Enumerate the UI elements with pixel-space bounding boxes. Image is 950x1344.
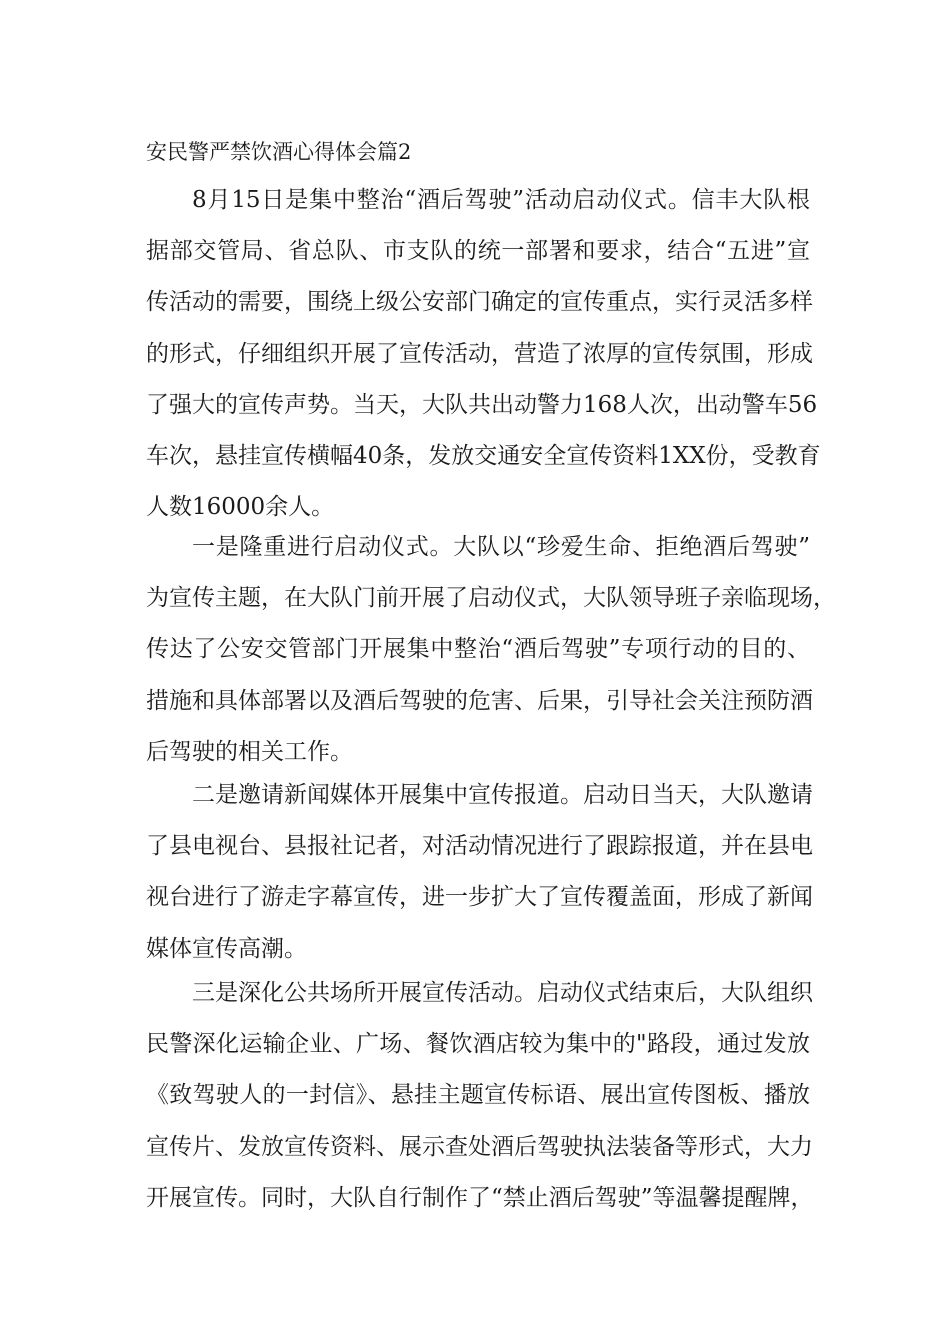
text-line: 后驾驶的相关工作。	[146, 738, 353, 765]
text-line: 民警深化运输企业、广场、餐饮酒店较为集中的"路段，通过发放	[146, 1031, 810, 1058]
text-line: 媒体宣传高潮。	[146, 935, 307, 962]
text-line: 开展宣传。同时，大队自行制作了“禁止酒后驾驶”等温馨提醒牌，	[146, 1184, 814, 1211]
text-line: 了强大的宣传声势。当天，大队共出动警力168人次，出动警车56	[146, 391, 818, 418]
text-line: 据部交管局、省总队、市支队的统一部署和要求，结合“五进”宣	[146, 238, 810, 265]
text-line: 措施和具体部署以及酒后驾驶的危害、后果，引导社会关注预防酒	[146, 687, 813, 714]
text-line: 《致驾驶人的一封信》、悬挂主题宣传标语、展出宣传图板、播放	[146, 1082, 810, 1109]
text-line: 二是邀请新闻媒体开展集中宣传报道。启动日当天，大队邀请	[192, 782, 813, 808]
text-line: 一是隆重进行启动仪式。大队以“珍爱生命、拒绝酒后驾驶”	[192, 534, 810, 560]
paragraph-3	[146, 770, 813, 975]
text-line: 车次，悬挂宣传横幅40条，发放交通安全宣传资料1XX份，受教育	[146, 442, 821, 469]
text-line: 为宣传主题，在大队门前开展了启动仪式，大队领导班子亲临现场，	[146, 585, 836, 612]
paragraph-4	[146, 968, 814, 1224]
text-line: 传达了公安交管部门开展集中整治“酒后驾驶”专项行动的目的、	[146, 636, 810, 663]
text-line: 视台进行了游走字幕宣传，进一步扩大了宣传覆盖面，形成了新闻	[146, 884, 813, 911]
document-title: 安民警严禁饮酒心得体会篇2	[146, 140, 412, 164]
text-line: 了县电视台、县报社记者，对活动情况进行了跟踪报道，并在县电	[146, 833, 813, 860]
text-line: 8月15日是集中整治“酒后驾驶”活动启动仪式。信丰大队根	[192, 187, 810, 213]
paragraph-1	[146, 175, 821, 533]
text-line: 宣传片、发放宣传资料、展示查处酒后驾驶执法装备等形式，大力	[146, 1133, 813, 1160]
text-line: 的形式，仔细组织开展了宣传活动，营造了浓厚的宣传氛围，形成	[146, 340, 813, 367]
paragraph-2	[146, 522, 836, 778]
text-line: 人数16000余人。	[146, 494, 335, 521]
text-line: 传活动的需要，围绕上级公安部门确定的宣传重点，实行灵活多样	[146, 289, 813, 316]
text-line: 三是深化公共场所开展宣传活动。启动仪式结束后，大队组织	[192, 980, 813, 1006]
